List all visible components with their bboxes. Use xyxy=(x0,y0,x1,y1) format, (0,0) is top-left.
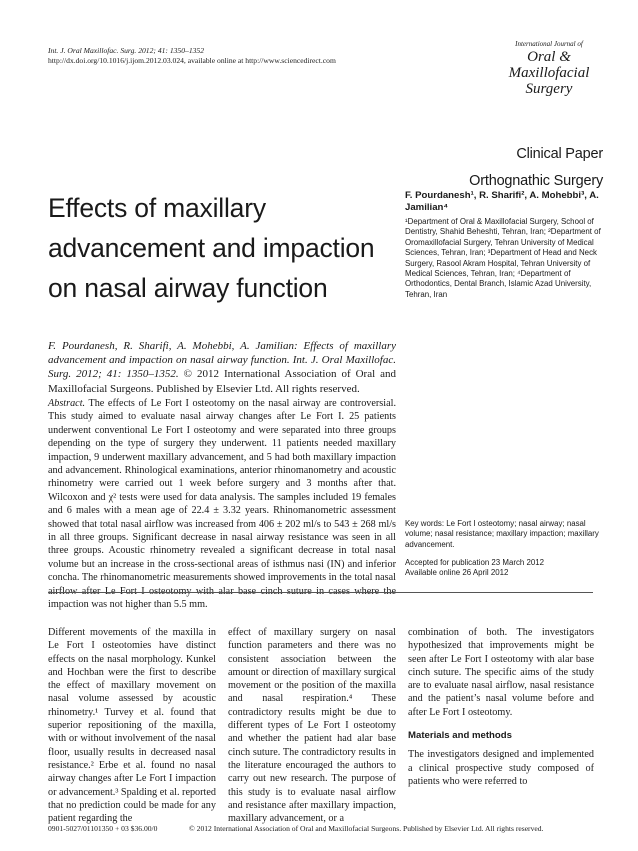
body-paragraph: effect of maxillary surgery on nasal function parameters and there was no consistent association between the amount or direction of maxillary surgical movement or the position of the maxilla and nasal respiration.⁴ These contradictory results might be due to different types of Le Fort I osteotomy and whether the patient had alar base cinch suture. The contradictory results in the literature encouraged the authors to carry out new research. The purpose of this study is to evaluate nasal airflow and resistance after maxillary impaction, maxillary advancement, or a xyxy=(228,627,396,825)
citation-reference-copyright: © 2012 International Association of Oral and Maxillofacial Surgeons. Published by Elsevier Ltd. All rights reserved. xyxy=(48,368,397,395)
footer-copyright: © 2012 International Association of Oral and Maxillofacial Surgeons. Published by Elsevier Ltd. All rights reserved. xyxy=(189,824,544,833)
author-block xyxy=(405,190,605,300)
logo-line3: Maxillofacial xyxy=(508,65,590,81)
paper-type xyxy=(469,141,603,195)
citation-reference-italic: F. Pourdanesh, R. Sharifi, A. Mohebbi, A. Jamilian: Effects of maxillary advancement and impaction on nasal airway function. Int. J. Oral Maxillofac. Surg. 2012; 41: 1350–1352. xyxy=(48,340,396,381)
online-date: Available online 26 April 2012 xyxy=(405,568,509,578)
abstract xyxy=(48,397,396,612)
citation-reference xyxy=(48,339,396,396)
body-paragraph: Different movements of the maxilla in Le Fort I osteotomies have distinct effects on the nasal morphology. Kunkel and Hochban were the first to describe the effect of maxillary movement on nasal volume assessed by acoustic rhinometry.¹ Turvey et al. found that superior repositioning of the maxilla, with or without involvement of the nasal floor, usually results in decreased nasal resistance.² Erbe et al. found no nasal airway changes after Le Fort I impaction or advancement.³ Spalding et al. reported that no prediction could be made for any patient regarding the xyxy=(48,627,216,825)
paper-type-line2: Orthognathic Surgery xyxy=(469,173,603,189)
journal-citation xyxy=(48,46,336,66)
journal-logo xyxy=(489,40,609,97)
section-divider xyxy=(48,592,593,593)
body-column-3 xyxy=(408,626,594,788)
body-paragraph: combination of both. The investigators hypothesized that improvements might be seen after Le Fort I osteotomy with alar base cinch suture. The specific aims of the study are to evaluate nasal airflow, nasal resistance and the patient’s nasal volume before and after Le Fort I osteotomy. xyxy=(408,627,594,718)
logo-line1: International Journal of xyxy=(515,40,583,48)
logo-line2: Oral & xyxy=(527,49,571,65)
publication-dates xyxy=(405,558,605,579)
body-column-1 xyxy=(48,626,216,825)
logo-line4: Surgery xyxy=(525,81,573,97)
author-names: F. Pourdanesh¹, R. Sharifi², A. Mohebbi³, A. Jamilian⁴ xyxy=(405,190,599,213)
article-title: Effects of maxillary advancement and impaction on nasal airway function xyxy=(48,193,375,303)
body-paragraph: The investigators designed and implemented a clinical prospective study composed of patients who were referred to xyxy=(408,749,594,787)
body-column-2 xyxy=(228,626,396,825)
citation-journal: Int. J. Oral Maxillofac. Surg. 2012; 41: 1350–1352 xyxy=(48,46,205,55)
keywords: Key words: Le Fort I osteotomy; nasal airway; nasal volume; nasal resistance; maxillary impaction; maxillary advancement. xyxy=(405,519,599,549)
abstract-label: Abstract. xyxy=(48,398,86,409)
citation-doi: http://dx.doi.org/10.1016/j.ijom.2012.03.024, available online at http://www.sciencedirect.com xyxy=(48,56,336,65)
abstract-text: The effects of Le Fort I osteotomy on the nasal airway are controversial. This study aimed to evaluate nasal airway changes after Le Fort I. 25 patients underwent conventional Le Fort I osteotomy and were separated into three groups depending on the type of surgery they underwent. 11 patients needed maxillary impaction, 9 underwent maxillary advancement, and 5 had both maxillary impaction and advancement. Rhinological examinations, anterior rhinomanometry and acoustic rhinometry were carried out 1 week before surgery and 3 months after that. Wilcoxon and χ² tests were used for data analysis. The samples included 19 females and 6 males with a mean age of 22.4 ± 3.32 years. Rhinomanometric assessment showed that total nasal airflow was increased from 406 ± 202 ml/s to 543 ± 268 ml/s in all three groups. Significant decrease in nasal airway resistance was seen in all three groups. Acoustic rhinometry revealed a significant decrease in total nasal volume but an increase in the cross-sectional areas of isthmus nasi (IN) and inferior concha. The rhinomanometric measurements showed improvements in the total nasal airflow after Le Fort I osteotomy with alar base cinch suture in cases where the impaction was not higher than 5.5 mm. xyxy=(48,398,396,611)
accepted-date: Accepted for publication 23 March 2012 xyxy=(405,558,545,567)
paper-type-line1: Clinical Paper xyxy=(516,146,603,162)
author-affiliations: ¹Department of Oral & Maxillofacial Surgery, School of Dentistry, Shahid Beheshti, Tehran, Iran; ²Department of Oromaxillofacial Surgery, Tehran University of Medical Sciences, Tehran, Iran; ³Department of Head and Neck Surgery, Rasool Akram Hospital, Tehran University of Medical Sciences, Tehran, Iran; ⁴Department of Orthodontics, Dental Branch, Islamic Azad University, Tehran, Iran xyxy=(405,217,601,299)
section-heading: Materials and methods xyxy=(408,730,512,742)
footer-issn: 0901-5027/01101350 + 03 $36.00/0 xyxy=(48,824,158,833)
